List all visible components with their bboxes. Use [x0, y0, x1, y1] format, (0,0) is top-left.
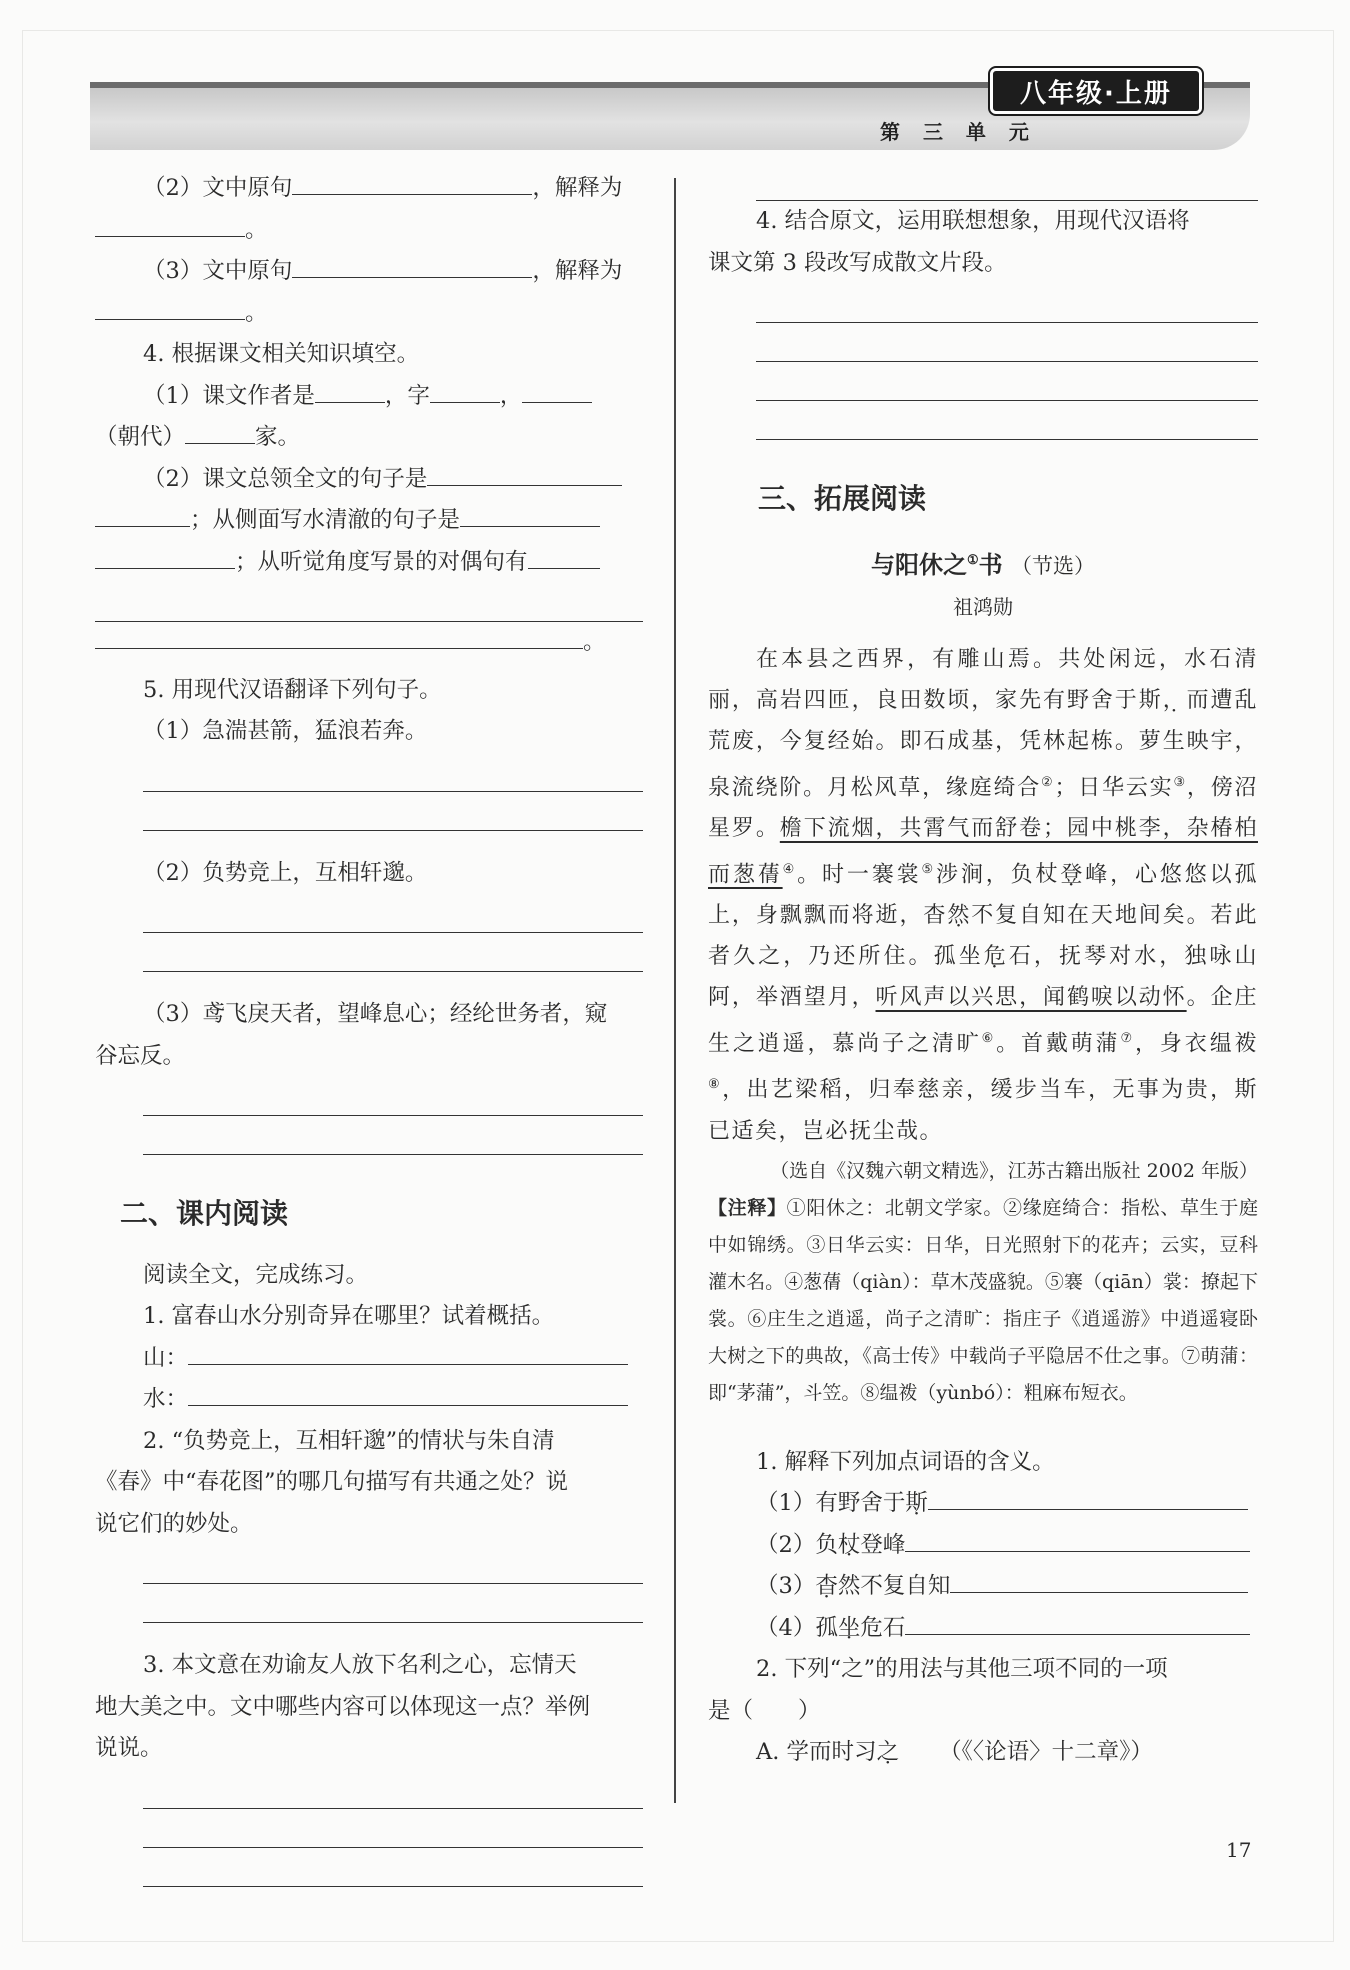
passage-seg: 涉涧，负 — [936, 862, 1036, 888]
answer-line[interactable] — [756, 284, 1258, 323]
answer-line[interactable] — [143, 1770, 643, 1809]
left-column — [95, 168, 643, 1887]
q3-2-mid: ，解释为 — [532, 175, 623, 201]
comma: ， — [499, 382, 523, 409]
item-tail: 危石 — [860, 1614, 906, 1641]
spacer — [95, 972, 643, 994]
answer-blank[interactable] — [188, 1338, 628, 1365]
passage-title-text: 与阳休之 — [870, 549, 967, 579]
section-3-title: 三、拓展阅读 — [758, 482, 927, 515]
option-a-source: （《〈论语〉十二章》） — [939, 1739, 1153, 1766]
e-q1-1 — [708, 1483, 1258, 1525]
section-2-intro: 阅读全文，完成练习。 — [143, 1261, 369, 1288]
item-label: （2）负 — [756, 1531, 838, 1558]
q5-2: （2）负势竞上，互相轩邈。 — [143, 859, 428, 886]
passage-seg: ，而遭乱荒废，今复经始。即石成基，凭林起栋。萝生映宇，泉流绕阶。月松风草，缘庭绮合 — [708, 687, 1258, 800]
answer-blank[interactable] — [528, 542, 600, 569]
footnote-marker: ⑥ — [981, 1031, 997, 1047]
answer-blank[interactable] — [292, 251, 532, 278]
q4-1-line2 — [95, 417, 643, 459]
answer-blank[interactable] — [95, 293, 245, 320]
q3-2-prefix: （2）文中原句 — [143, 175, 293, 201]
q4-2-side: ；从侧面写水清澈的句子是 — [190, 507, 461, 533]
column-divider — [674, 178, 676, 1803]
page-number: 17 — [1226, 1838, 1252, 1862]
spacer — [708, 1412, 1258, 1442]
dotted-word: 之 — [876, 1739, 900, 1766]
item-label: （4）孤 — [756, 1614, 838, 1641]
passage-seg: ，出艺梁稻，归奉慈亲，缓步当车，无事为贵，斯已适矣，岂必抚尘哉。 — [708, 1077, 1258, 1144]
q4a: 4. 结合原文，运用联想想象，用现代汉语将 — [756, 208, 1190, 234]
answer-blank[interactable] — [95, 542, 235, 569]
answer-line[interactable] — [143, 894, 643, 933]
answer-line[interactable] — [756, 323, 1258, 362]
dotted-word: 杖 — [1035, 862, 1061, 888]
dotted-word: 坐 — [958, 944, 984, 970]
answer-blank[interactable] — [185, 417, 255, 444]
passage-seg: 。时一褰裳 — [797, 862, 922, 888]
q3-3-mid: ，解释为 — [532, 258, 623, 284]
answer-line[interactable] — [143, 933, 643, 972]
q4-1-jia: 家。 — [255, 424, 301, 450]
answer-blank[interactable] — [905, 1608, 1250, 1635]
answer-line[interactable] — [143, 1545, 643, 1584]
passage-seg: ；日华云实 — [1054, 774, 1174, 800]
underlined-sentence: 檐下流烟，共霄气而舒卷；园中桃李，杂椿柏而葱蒨 — [708, 815, 1258, 888]
q5-title: 5. 用现代汉语翻译下列句子。 — [143, 676, 442, 703]
q3-3-line2 — [95, 293, 643, 335]
answer-blank[interactable] — [95, 210, 245, 237]
underlined-sentence: 听风声以兴思，闻鹤唳以动怀 — [875, 985, 1187, 1011]
e-q1-3 — [708, 1566, 1258, 1608]
q4b: 课文第 3 段改写成散文片段。 — [708, 249, 1007, 276]
answer-blank[interactable] — [522, 376, 592, 403]
unit-label: 第 三 单 元 — [880, 120, 1037, 144]
notes-text: ①阳休之：北朝文学家。②缘庭绮合：指松、草生于庭中如锦绣。③日华云实：日华，日光照射下的花卉；云实，豆科灌木名。④葱蒨（qiàn）：草木茂盛貌。⑤褰（qiān）裳：撩起下裳。⑥庄生之逍遥，尚子之清旷：指庄子《逍遥游》中逍遥寝卧大树之下的典故，《高士传》中载尚子平隐居不仕之事。⑦萌蒲：即“茅蒲”，斗笠。⑧缊袯（yùnbó）：粗麻布短衣。 — [708, 1196, 1258, 1404]
q5-3a: （3）鸢飞戾天者，望峰息心；经纶世务者，窥 — [143, 1001, 608, 1027]
notes-label: 【注释】 — [708, 1196, 787, 1219]
answer-line[interactable] — [143, 1809, 643, 1848]
passage-seg: 危石，抚琴对水，独咏山阿，举酒望月， — [708, 944, 1258, 1011]
answer-blank[interactable] — [188, 1379, 628, 1406]
passage-seg: 。首戴萌蒲 — [996, 1031, 1121, 1057]
footnote-marker: ⑦ — [1120, 1031, 1135, 1047]
s2-q1-mountain — [95, 1338, 643, 1380]
answer-blank[interactable] — [292, 168, 532, 195]
footnote-marker: ③ — [1173, 774, 1187, 790]
e-q1-2 — [708, 1525, 1258, 1567]
passage-seg: 在本县之西界，有雕山焉。共处闲远，水石清丽，高岩四匝，良田数顷，家先有野舍于 — [708, 646, 1258, 713]
s2-q1: 1. 富春山水分别奇异在哪里？试着概括。 — [143, 1303, 555, 1329]
q4-1-dynasty: （朝代） — [95, 424, 186, 450]
q4-title: 4. 根据课文相关知识填空。 — [143, 341, 420, 367]
q3-2-line2 — [95, 210, 643, 252]
period: 。 — [583, 629, 606, 655]
footnote-marker: ② — [1041, 774, 1055, 790]
e-q1: 1. 解释下列加点词语的含义。 — [756, 1448, 1055, 1475]
answer-line[interactable] — [756, 362, 1258, 401]
right-column — [708, 168, 1258, 1774]
q4-2-hearing: ；从听觉角度写景的对偶句有 — [235, 548, 528, 575]
passage-source: （选自《汉魏六朝文精选》，江苏古籍出版社 2002 年版） — [770, 1159, 1258, 1182]
answer-line[interactable] — [143, 1077, 643, 1116]
period: 。 — [245, 299, 268, 326]
water-label: 水： — [143, 1386, 189, 1412]
footnote-marker: ① — [966, 552, 979, 568]
answer-line[interactable] — [143, 753, 643, 792]
dotted-word: 杖 — [837, 1531, 861, 1558]
passage-text — [708, 639, 1258, 1152]
q3-3-prefix: （3）文中原句 — [143, 258, 293, 284]
q4-2-label: （2）课文总领全文的句子是 — [143, 465, 428, 492]
item-tail: 然不复自知 — [837, 1573, 951, 1600]
q5-3b: 谷忘反。 — [95, 1042, 186, 1069]
dotted-word: 杳 — [923, 903, 948, 929]
passage-seg: ，傍沼星罗。 — [708, 774, 1258, 841]
s2-q2a: 2. “负势竞上，互相轩邈”的情状与朱自清 — [143, 1427, 555, 1454]
q4-2-line3 — [95, 542, 643, 584]
answer-line[interactable] — [143, 792, 643, 831]
answer-blank[interactable] — [928, 1483, 1248, 1510]
q3-3-line — [95, 251, 643, 293]
e-q2a: 2. 下列“之”的用法与其他三项不同的一项 — [756, 1656, 1168, 1683]
q4-end-line — [95, 622, 643, 664]
option-a-text: A. 学而时习 — [756, 1739, 877, 1766]
section-2-title: 二、课内阅读 — [120, 1197, 289, 1230]
s2-q2c: 说它们的妙处。 — [95, 1510, 253, 1537]
s2-q2b: 《春》中“春花图”的哪几句描写有共通之处？说 — [95, 1469, 569, 1495]
passage-excerpt: （节选） — [1011, 553, 1095, 578]
q4-1-zi: ，字 — [384, 382, 430, 409]
item-label: （3） — [756, 1573, 816, 1600]
s2-q3a: 3. 本文意在劝谕友人放下名利之心，忘情天 — [143, 1652, 577, 1678]
q4-1-line — [95, 376, 643, 418]
q4-2-line — [95, 459, 643, 501]
dotted-word: 杳 — [815, 1573, 838, 1600]
dotted-word: 斯 — [905, 1490, 928, 1517]
answer-blank[interactable] — [905, 1525, 1250, 1552]
passage-title — [708, 540, 1258, 588]
spacer — [95, 1623, 643, 1645]
answer-line[interactable] — [143, 1116, 643, 1155]
passage-seg: ，身衣缊袯 — [1135, 1031, 1258, 1057]
item-label: （1）有野舍于 — [756, 1490, 906, 1517]
grade-badge: 八年级·上册 — [990, 68, 1202, 114]
passage-title-tail: 书 — [978, 549, 1003, 579]
passage-author: 祖鸿勋 — [953, 595, 1013, 619]
passage-seg: 登峰，心悠悠以孤上，身飘飘而将逝， — [708, 862, 1258, 929]
passage-notes — [708, 1190, 1258, 1412]
s2-q3b: 地大美之中。文中哪些内容可以体现这一点？举例 — [95, 1693, 591, 1720]
answer-blank[interactable] — [95, 500, 190, 527]
answer-blank[interactable] — [427, 459, 622, 486]
e-q1-4 — [708, 1608, 1258, 1650]
answer-blank[interactable] — [430, 376, 500, 403]
period: 。 — [245, 216, 268, 243]
q3-2-line — [95, 168, 643, 210]
answer-blank[interactable] — [950, 1566, 1248, 1593]
mountain-label: 山： — [143, 1344, 189, 1371]
answer-line[interactable] — [95, 583, 643, 622]
q5-1: （1）急湍甚箭，猛浪若奔。 — [143, 718, 428, 744]
passage-seg: 然不复自知在天地间矣。若此者久之，乃还所住。孤 — [708, 903, 1258, 970]
s2-q1-water — [95, 1379, 643, 1421]
s2-q3c: 说说。 — [95, 1735, 163, 1761]
footnote-marker: ⑤ — [921, 861, 937, 877]
answer-line[interactable] — [756, 168, 1258, 201]
q4-1-label: （1）课文作者是 — [143, 382, 315, 409]
footnote-marker: ④ — [782, 861, 798, 877]
q4-2-line2 — [95, 500, 643, 542]
passage-seg: 。企庄生之逍遥，慕尚子之清旷 — [708, 985, 1258, 1057]
footnote-marker: ⑧ — [708, 1077, 723, 1093]
answer-blank[interactable] — [315, 376, 385, 403]
item-tail: 登峰 — [860, 1531, 906, 1558]
answer-blank[interactable] — [460, 500, 600, 527]
answer-line[interactable] — [143, 1584, 643, 1623]
dotted-word: 斯 — [1138, 687, 1163, 713]
answer-line[interactable] — [143, 1848, 643, 1887]
e-q2-option-a[interactable] — [708, 1732, 1258, 1774]
answer-line[interactable] — [756, 401, 1258, 440]
spacer — [95, 831, 643, 853]
dotted-word: 坐 — [837, 1614, 861, 1641]
e-q2b: 是（ ） — [708, 1697, 821, 1724]
answer-blank[interactable] — [95, 622, 583, 649]
